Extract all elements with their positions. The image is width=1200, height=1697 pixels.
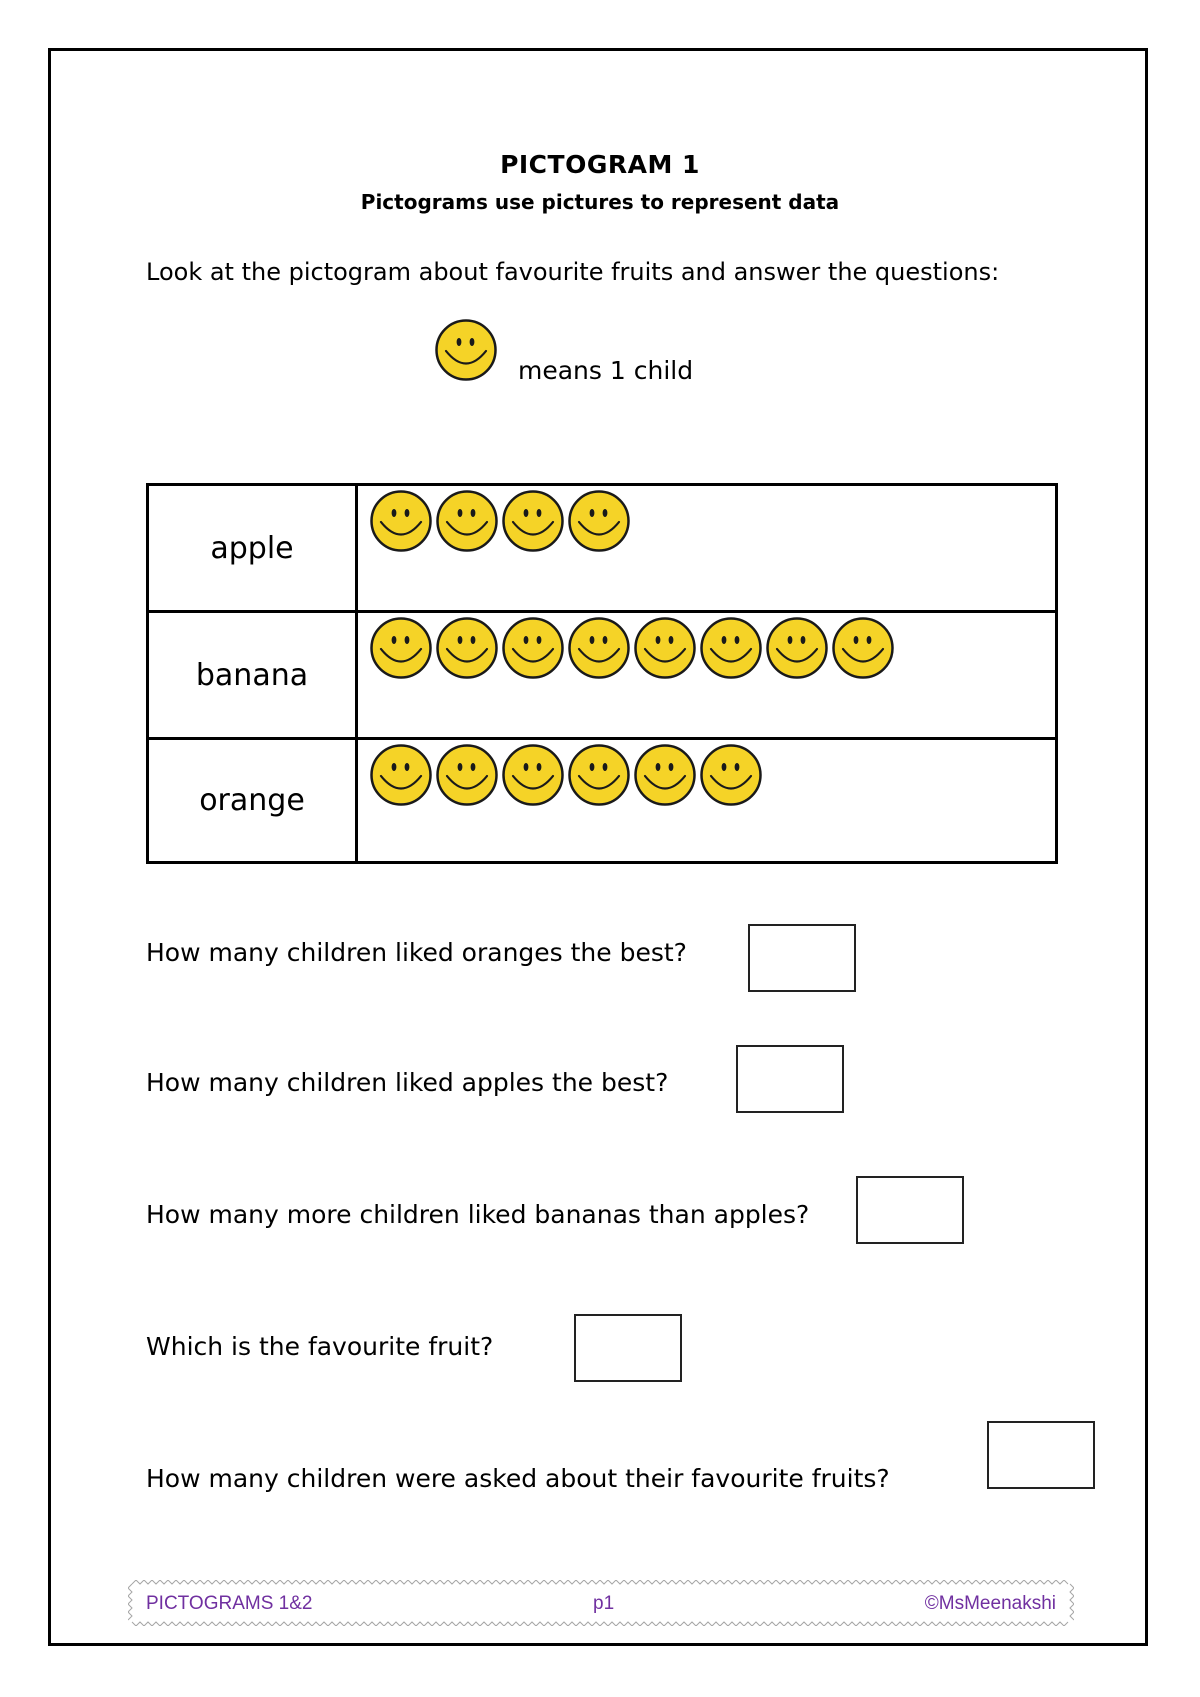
answer-box-total-children[interactable] xyxy=(987,1421,1095,1489)
smiley-face-icon xyxy=(567,616,631,680)
smiley-face-icon xyxy=(435,489,499,553)
smiley-face-icon xyxy=(501,489,565,553)
smiley-face-icon xyxy=(633,743,697,807)
zigzag-line xyxy=(1070,1584,1074,1620)
question-apples: How many children liked apples the best? xyxy=(146,1068,669,1097)
smiley-face-icon xyxy=(501,743,565,807)
question-favourite-fruit: Which is the favourite fruit? xyxy=(146,1332,494,1361)
pictogram-row-orange xyxy=(149,737,1055,861)
answer-box-apples[interactable] xyxy=(736,1045,844,1113)
page-subtitle: Pictograms use pictures to represent data xyxy=(360,190,840,214)
pictogram-row-apple xyxy=(149,486,1055,610)
smiley-face-icon xyxy=(369,616,433,680)
pictogram-table xyxy=(146,483,1058,864)
page-title: PICTOGRAM 1 xyxy=(500,150,700,179)
icons-cell xyxy=(361,486,1055,610)
footer-series-title: PICTOGRAMS 1&2 xyxy=(146,1593,313,1614)
smiley-face-icon xyxy=(435,743,499,807)
answer-box-bananas-vs-apples[interactable] xyxy=(856,1176,964,1244)
row-label: banana xyxy=(149,613,358,737)
zigzag-line xyxy=(132,1580,1068,1584)
smiley-face-icon xyxy=(699,616,763,680)
smiley-face-icon xyxy=(501,616,565,680)
answer-box-favourite-fruit[interactable] xyxy=(574,1314,682,1382)
smiley-face-icon xyxy=(765,616,829,680)
smiley-face-icon xyxy=(369,489,433,553)
row-label: apple xyxy=(149,486,358,610)
answer-box-oranges[interactable] xyxy=(748,924,856,992)
row-label: orange xyxy=(149,740,358,861)
smiley-face-icon xyxy=(831,616,895,680)
smiley-face-icon xyxy=(633,616,697,680)
footer-copyright: ©MsMeenakshi xyxy=(924,1593,1056,1614)
question-bananas-vs-apples: How many more children liked bananas than apples? xyxy=(146,1200,810,1229)
smiley-face-icon xyxy=(567,743,631,807)
icons-cell xyxy=(361,613,1055,737)
smiley-face-icon xyxy=(369,743,433,807)
footer-page-number: p1 xyxy=(593,1593,615,1614)
smiley-face-icon xyxy=(567,489,631,553)
question-total-children: How many children were asked about their favourite fruits? xyxy=(146,1464,890,1493)
question-oranges: How many children liked oranges the best? xyxy=(146,938,687,967)
zigzag-line xyxy=(128,1584,132,1620)
smiley-face-icon xyxy=(435,616,499,680)
page-footer xyxy=(128,1580,1074,1626)
key-legend-text: means 1 child xyxy=(518,356,694,385)
smiley-face-icon xyxy=(699,743,763,807)
pictogram-row-banana xyxy=(149,610,1055,737)
icons-cell xyxy=(361,740,1055,861)
zigzag-line xyxy=(132,1622,1068,1626)
instructions: Look at the pictogram about favourite fruits and answer the questions: xyxy=(146,258,1000,286)
smiley-face-icon xyxy=(434,318,498,382)
